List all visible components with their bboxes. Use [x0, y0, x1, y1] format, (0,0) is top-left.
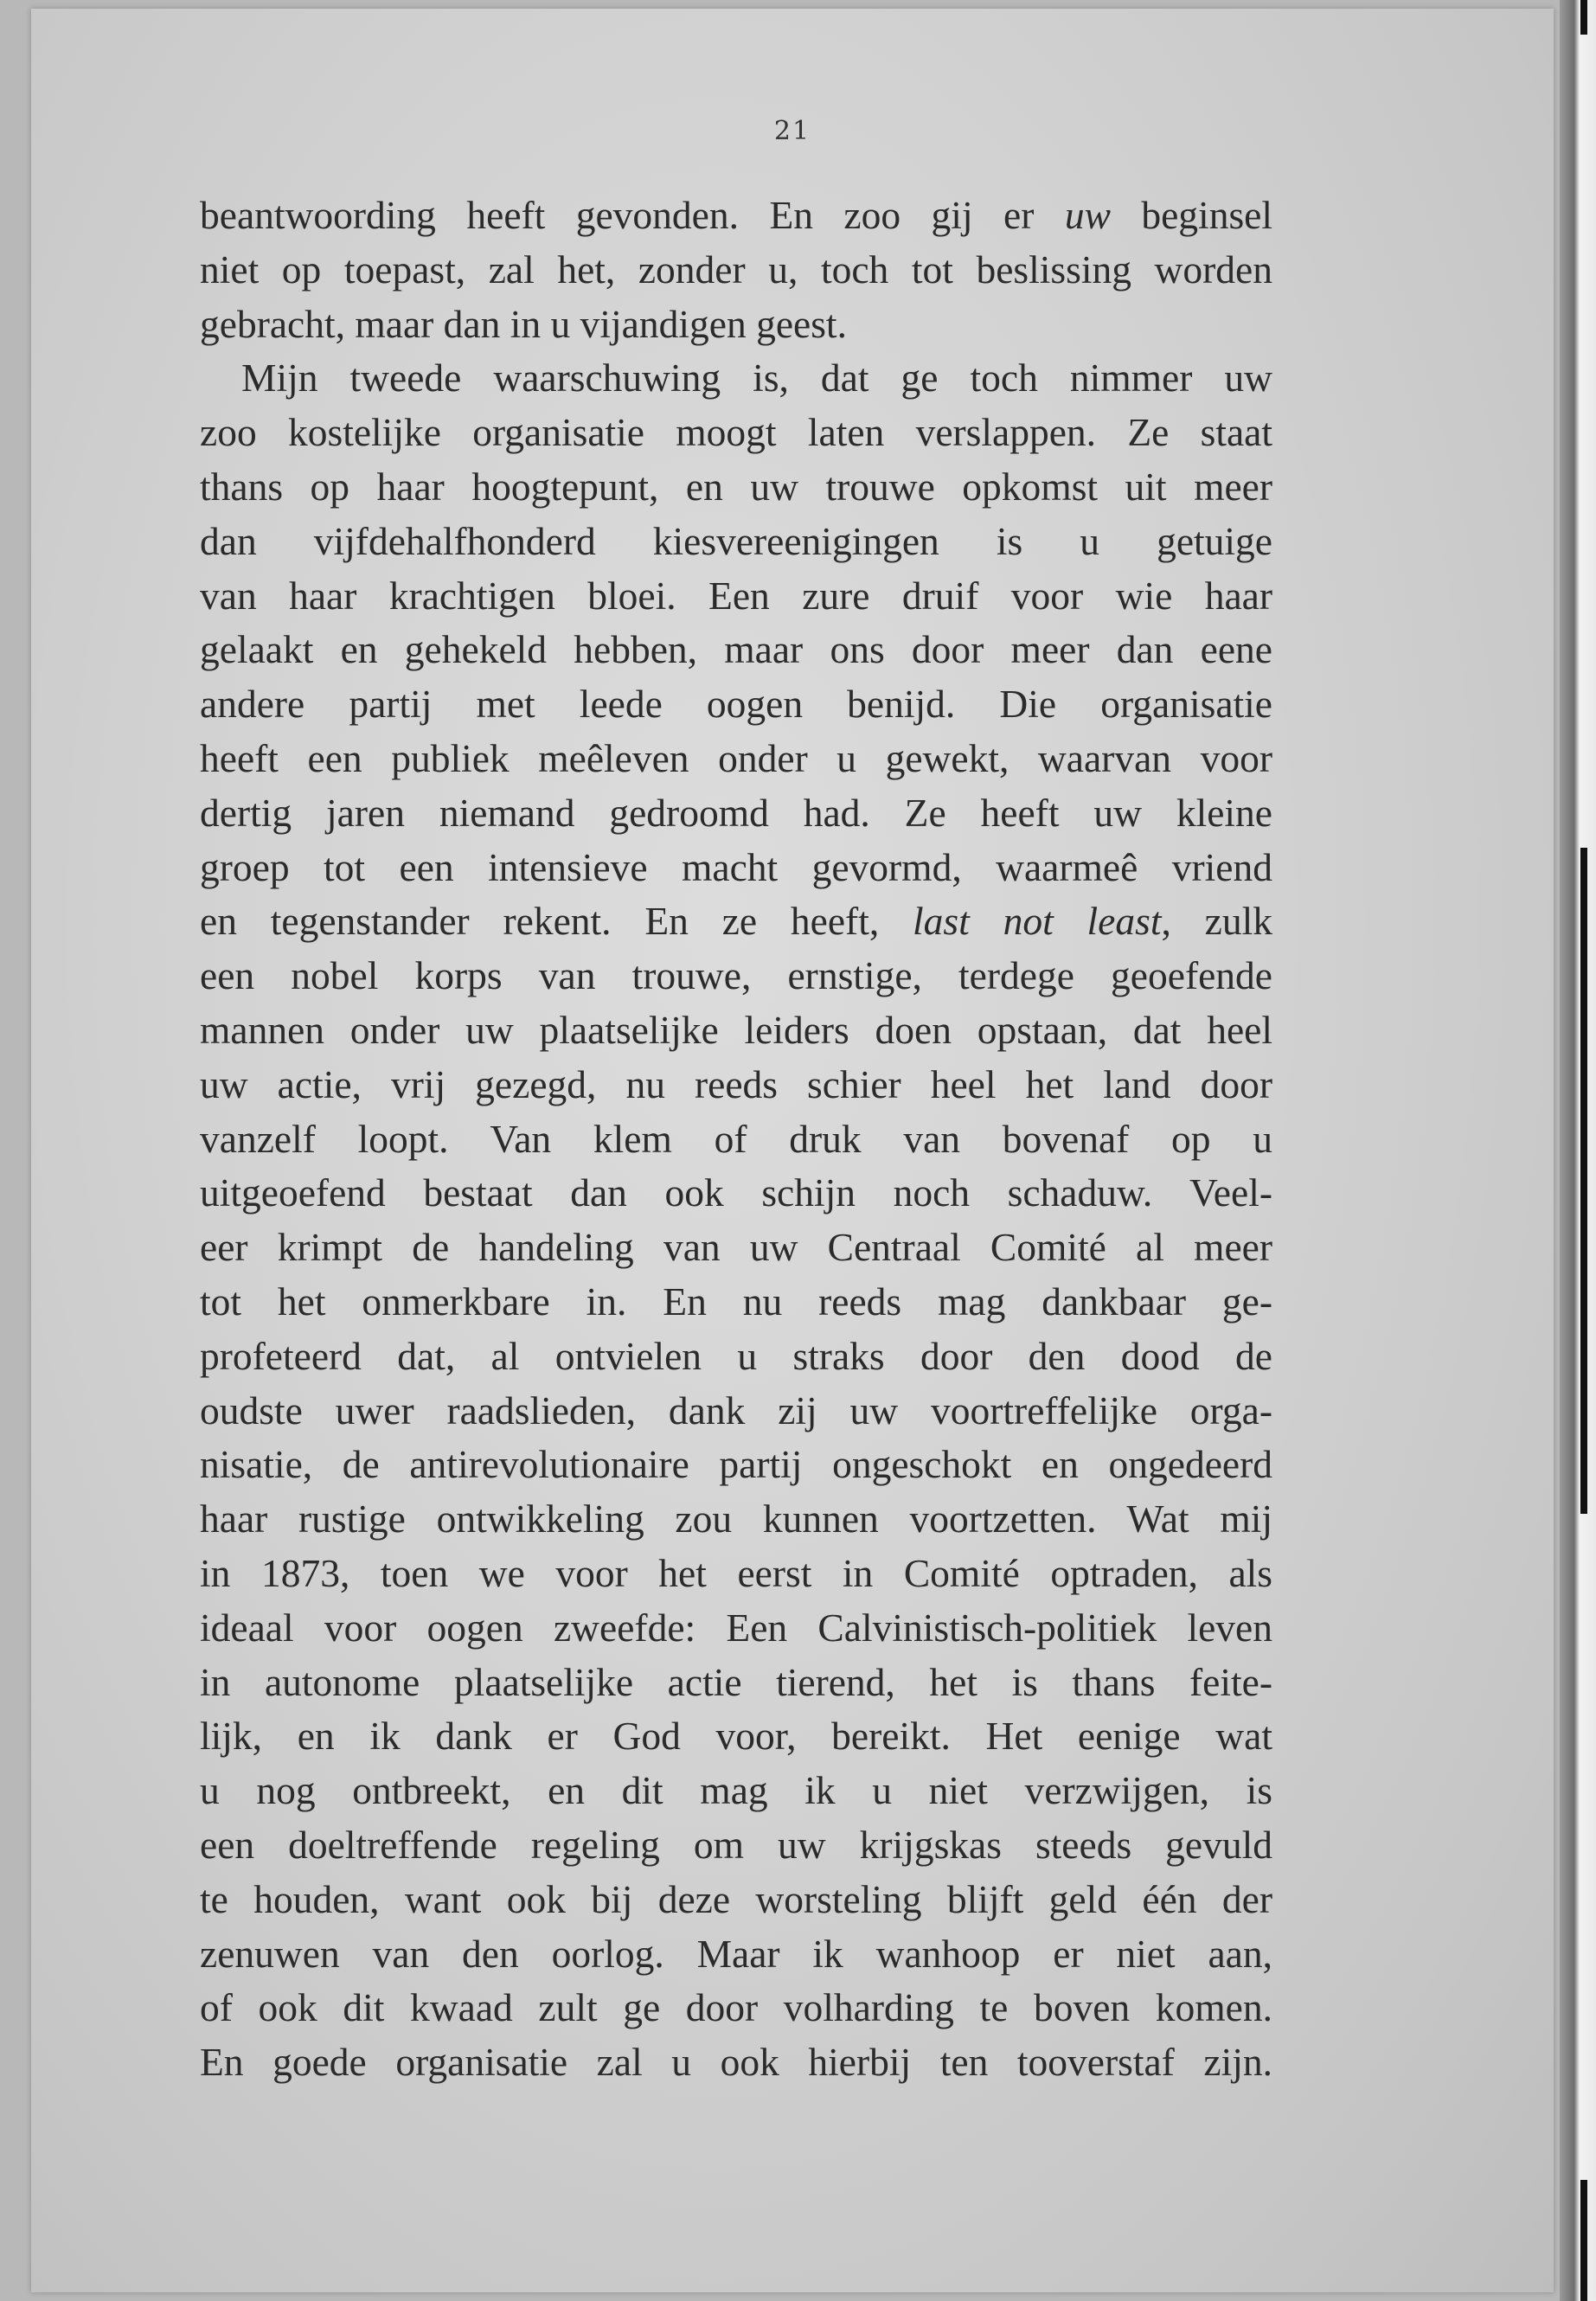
- text-line: [200, 1275, 1272, 1330]
- text-line: [200, 1112, 1272, 1167]
- text-run: dertig jaren niemand gedroomd had. Ze heeft uw kleine: [200, 790, 1272, 835]
- text-run: nisatie, de antirevolutionaire partij ongeschokt en ongedeerd: [200, 1442, 1272, 1487]
- text-line: [200, 1492, 1272, 1547]
- text-line: [200, 1438, 1272, 1492]
- text-line: [200, 569, 1272, 624]
- text-run: dan vijfdehalfhonderd kiesvereenigingen is u getuige: [200, 518, 1272, 563]
- text-run: of ook dit kwaad zult ge door volharding te boven komen.: [200, 1985, 1272, 2030]
- text-run: heeft een publiek meêleven onder u gewekt, waarvan voor: [200, 735, 1272, 780]
- text-run: beantwoording heeft gevonden. En zoo gij er: [200, 193, 1065, 237]
- text-line: [200, 189, 1272, 243]
- text-line: [200, 1873, 1272, 1927]
- text-line: [200, 1927, 1272, 1982]
- text-run: thans op haar hoogtepunt, en uw trouwe opkomst uit meer: [200, 464, 1272, 509]
- text-line: [200, 1330, 1272, 1384]
- text-run: niet op toepast, zal het, zonder u, toch tot beslissing worden: [200, 247, 1272, 292]
- book-page: [31, 9, 1554, 2292]
- edge-shadow-middle: [1580, 848, 1587, 1514]
- text-run: andere partij met leede oogen benijd. Die organisatie: [200, 682, 1272, 727]
- text-run: , zulk: [1161, 899, 1272, 944]
- italic-phrase: uw: [1064, 193, 1111, 237]
- text-line: [200, 1818, 1272, 1873]
- text-line: [200, 786, 1272, 841]
- text-line: [200, 2035, 1272, 2090]
- text-run: tot het onmerkbare in. En nu reeds mag dankbaar ge-: [200, 1279, 1272, 1324]
- text-run: gelaakt en gehekeld hebben, maar ons door meer dan eene: [200, 627, 1272, 672]
- text-run: gebracht, maar dan in u vijandigen geest.: [200, 301, 847, 346]
- page-edge: [1560, 0, 1596, 2301]
- text-run: lijk, en ik dank er God voor, bereikt. Het eenige wat: [200, 1714, 1272, 1759]
- text-run: mannen onder uw plaatselijke leiders doen opstaan, dat heel: [200, 1007, 1272, 1052]
- italic-phrase: last not least: [913, 899, 1162, 944]
- text-line: [200, 1764, 1272, 1818]
- text-line: [200, 243, 1272, 298]
- edge-shadow-bottom: [1580, 2180, 1587, 2301]
- text-run: haar rustige ontwikkeling zou kunnen voortzetten. Wat mij: [200, 1497, 1272, 1541]
- text-line: [200, 623, 1272, 677]
- text-run: oudste uwer raadslieden, dank zij uw voortreffelijke orga-: [200, 1388, 1272, 1433]
- text-run: profeteerd dat, al ontvielen u straks door den dood de: [200, 1333, 1272, 1378]
- text-line: [200, 1981, 1272, 2035]
- text-run: een nobel korps van trouwe, ernstige, terdege geoefende: [200, 953, 1272, 998]
- text-line: [200, 841, 1272, 895]
- text-run: ideaal voor oogen zweefde: Een Calvinistisch-politiek leven: [200, 1605, 1272, 1650]
- text-line: [200, 1656, 1272, 1710]
- text-run: beginsel: [1110, 193, 1272, 237]
- text-line: [200, 949, 1272, 1003]
- text-run: te houden, want ook bij deze worsteling blijft geld één der: [200, 1876, 1272, 1921]
- text-run: eer krimpt de handeling van uw Centraal Comité al meer: [200, 1225, 1272, 1270]
- text-line: [200, 1709, 1272, 1764]
- body-text: [200, 189, 1272, 2090]
- text-line: [200, 298, 1272, 352]
- text-line: [200, 1166, 1272, 1221]
- text-line: [200, 1601, 1272, 1656]
- text-run: zenuwen van den oorlog. Maar ik wanhoop er niet aan,: [200, 1931, 1272, 1976]
- text-run: in autonome plaatselijke actie tierend, het is thans feite-: [200, 1659, 1272, 1704]
- text-line: [200, 732, 1272, 786]
- text-run: u nog ontbreekt, en dit mag ik u niet verzwijgen, is: [200, 1768, 1272, 1813]
- text-line: [200, 460, 1272, 515]
- text-run: een doeltreffende regeling om uw krijgskas steeds gevuld: [200, 1822, 1272, 1867]
- text-run: zoo kostelijke organisatie moogt laten verslappen. Ze staat: [200, 410, 1272, 455]
- text-run: groep tot een intensieve macht gevormd, waarmeê vriend: [200, 844, 1272, 889]
- text-line: [200, 1003, 1272, 1058]
- text-line: [200, 1384, 1272, 1439]
- text-line: [200, 406, 1272, 460]
- text-run: van haar krachtigen bloei. Een zure druif voor wie haar: [200, 573, 1272, 618]
- text-run: uitgeoefend bestaat dan ook schijn noch schaduw. Veel-: [200, 1170, 1272, 1215]
- page-number: 21: [773, 116, 811, 146]
- text-run: in 1873, toen we voor het eerst in Comité optraden, als: [200, 1550, 1272, 1595]
- text-line: [200, 1221, 1272, 1275]
- text-run: vanzelf loopt. Van klem of druk van bovenaf op u: [200, 1116, 1272, 1161]
- text-line: [200, 677, 1272, 732]
- text-line: [200, 351, 1272, 406]
- text-line: [200, 1058, 1272, 1112]
- text-run: En goede organisatie zal u ook hierbij ten tooverstaf zijn.: [200, 2040, 1272, 2085]
- text-run: en tegenstander rekent. En ze heeft,: [200, 899, 913, 944]
- text-line: [200, 515, 1272, 569]
- edge-shadow-top: [1580, 0, 1587, 35]
- text-run: Mijn tweede waarschuwing is, dat ge toch nimmer uw: [241, 356, 1272, 401]
- text-line: [200, 1547, 1272, 1601]
- text-run: uw actie, vrij gezegd, nu reeds schier heel het land door: [200, 1061, 1272, 1106]
- text-line: [200, 894, 1272, 949]
